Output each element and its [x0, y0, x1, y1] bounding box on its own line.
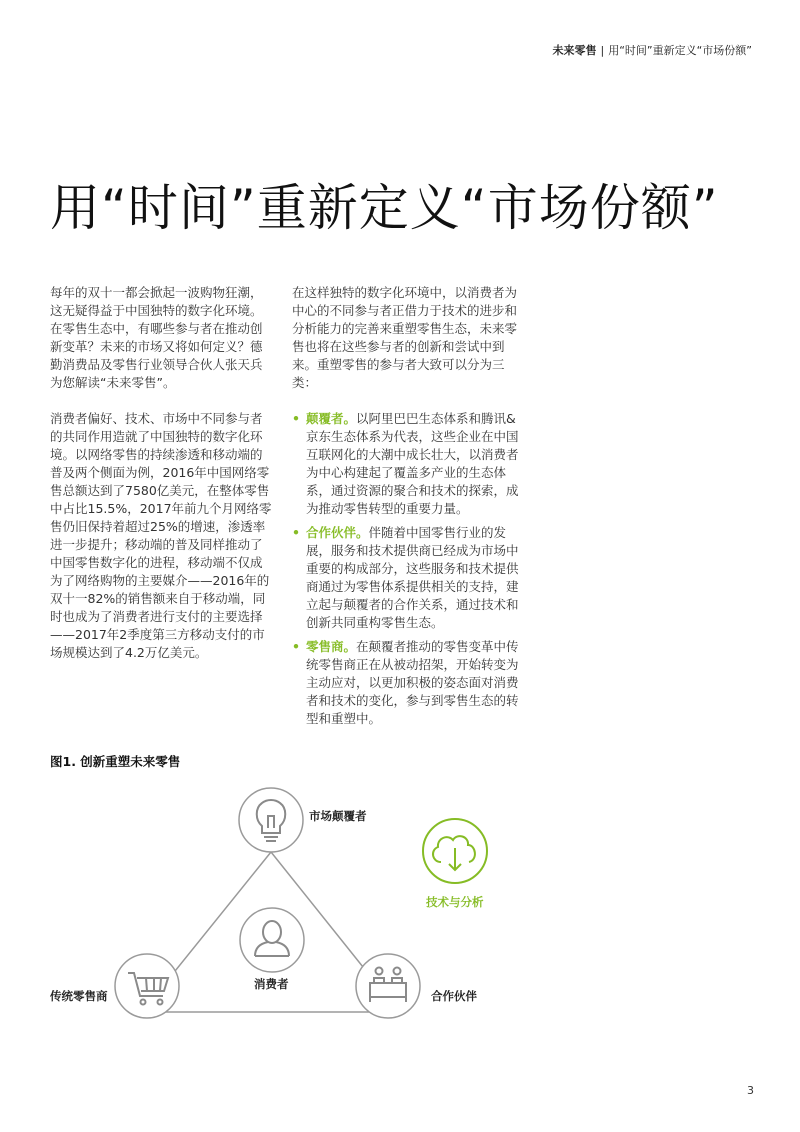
bullet-text: 伴随着中国零售行业的发展，服务和技术提供商已经成为市场中重要的构成部分，这些服务和技术提供商通过为零售体系提供相关的支持，建立起与颠覆者的合作关系，通过技术和创新共同重构零售生态。: [306, 525, 519, 630]
left-column: [50, 284, 272, 680]
label-retailer: 传统零售商: [50, 989, 108, 1003]
header-separator: |: [600, 44, 605, 57]
partner-circle: [356, 954, 420, 1018]
right-column: [292, 284, 520, 734]
bullet-lead: 零售商。: [306, 639, 357, 654]
running-header: [552, 42, 752, 58]
bullet-lead: 颠覆者。: [306, 411, 357, 426]
retail-ecosystem-diagram: [0, 770, 800, 1070]
participant-list: [292, 410, 520, 728]
label-tech: 技术与分析: [426, 895, 484, 909]
paragraph-digital-environment: 消费者偏好、技术、市场中不同参与者的共同作用造就了中国独特的数字化环境。以网络零售的持续渗透和移动端的普及两个侧面为例，2016年中国网络零售总额达到了7580亿美元，在整体零售中占比15.5%，2017年前九个月网络零售仍旧保持着超过25%的增速，渗透率进一步提升；移动端的普及同样推动了中国零售数字化的进程，移动端不仅成为了网络购物的主要媒介——2016年的双十一82%的销售额来自于移动端，同时也成为了消费者进行支付的主要选择——2017年2季度第三方移动支付的市场规模达到了4.2万亿美元。: [50, 411, 272, 660]
bullet-icon: •: [292, 525, 300, 540]
header-section: 未来零售: [552, 44, 597, 57]
page-title: 用“时间”重新定义“市场份额”: [50, 179, 719, 237]
diagram-svg: [0, 770, 800, 1070]
bullet-text: 在颠覆者推动的零售变革中传统零售商正在从被动招架，开始转变为主动应对，以更加积极的姿态面对消费者和技术的变化，参与到零售生态的转型和重塑中。: [306, 639, 519, 726]
bullet-lead: 合作伙伴。: [306, 525, 369, 540]
figure-title: 图1. 创新重塑未来零售: [50, 754, 181, 769]
label-disruptor: 市场颠覆者: [309, 809, 367, 823]
consumer-circle: [240, 908, 304, 972]
list-item-disruptor: [292, 410, 520, 518]
label-partner: 合作伙伴: [431, 989, 477, 1003]
page-number: 3: [747, 1084, 754, 1097]
bullet-icon: •: [292, 411, 300, 426]
paragraph-intro: 每年的双十一都会掀起一波购物狂潮，这无疑得益于中国独特的数字化环境。在零售生态中，有哪些参与者在推动创新变革？未来的市场又将如何定义？德勤消费品及零售行业领导合伙人张天兵为您解读“未来零售”。: [50, 285, 263, 390]
list-item-retailer: [292, 638, 520, 728]
bullet-text: 以阿里巴巴生态体系和腾讯&京东生态体系为代表，这些企业在中国互联网化的大潮中成长壮大，以消费者为中心构建起了覆盖多产业的生态体系，通过资源的聚合和技术的探索，成为推动零售转型的重要力量。: [306, 411, 519, 516]
bullet-icon: •: [292, 639, 300, 654]
label-consumer: 消费者: [254, 977, 289, 991]
paragraph-participants-intro: 在这样独特的数字化环境中，以消费者为中心的不同参与者正借力于技术的进步和分析能力的完善来重塑零售生态，未来零售也将在这些参与者的创新和尝试中到来。重塑零售的参与者大致可以分为三类：: [292, 285, 518, 390]
list-item-partner: [292, 524, 520, 632]
disruptor-circle: [239, 788, 303, 852]
header-subtitle: 用“时间”重新定义“市场份额”: [608, 44, 752, 57]
